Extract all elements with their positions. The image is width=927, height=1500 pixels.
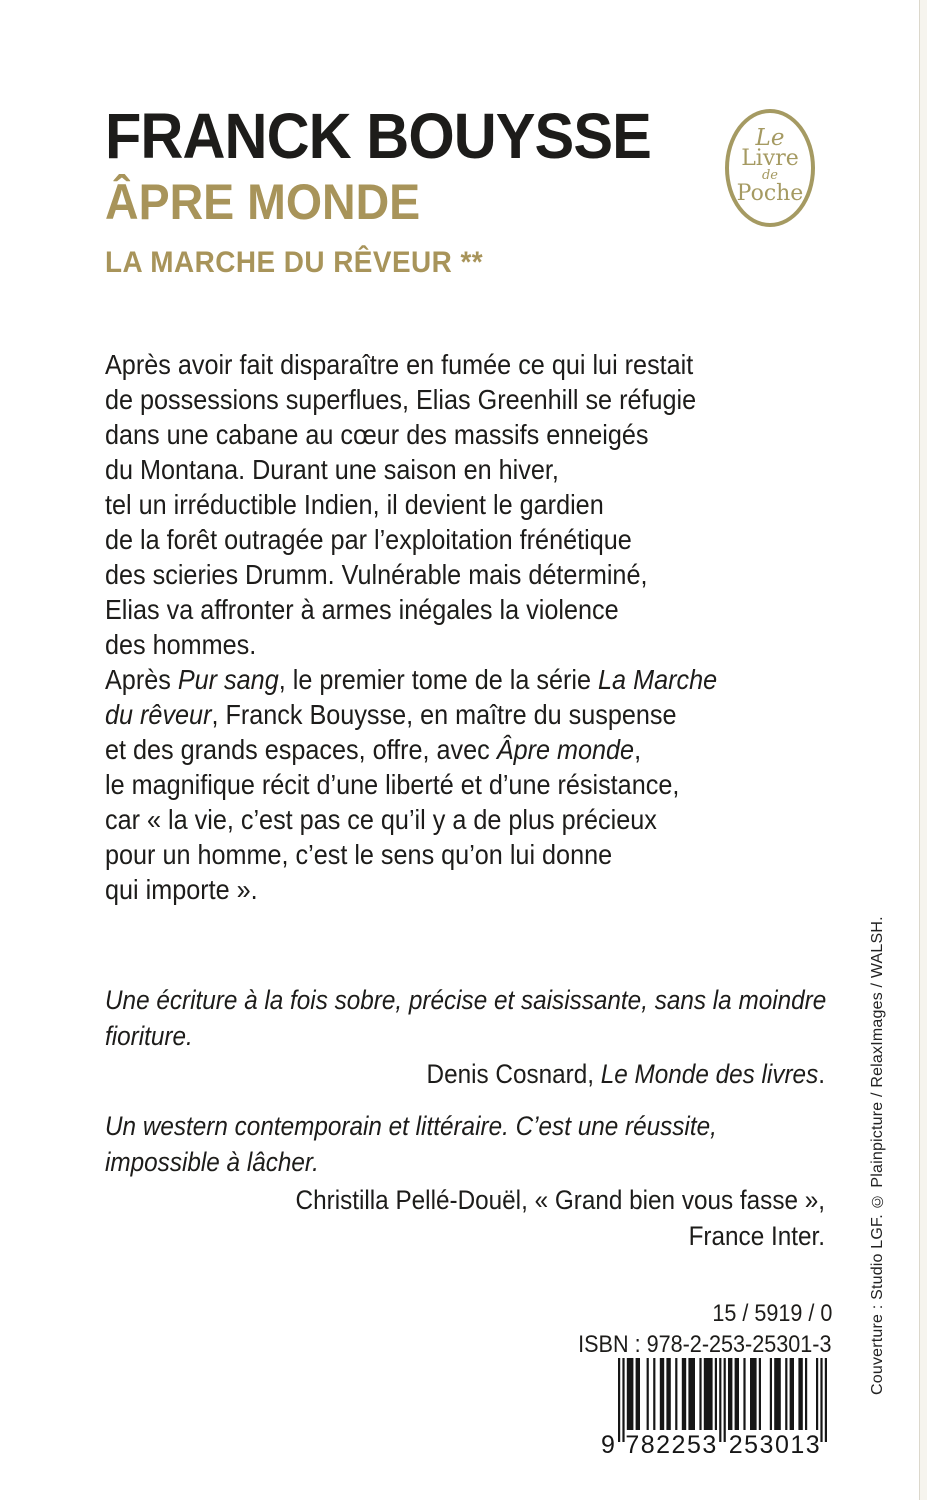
- svg-text:2: 2: [728, 1431, 743, 1458]
- page-edge: [919, 0, 927, 1500]
- press-reviews: [105, 982, 825, 1254]
- svg-text:8: 8: [640, 1431, 655, 1458]
- svg-text:3: 3: [759, 1431, 774, 1458]
- svg-text:5: 5: [686, 1431, 701, 1458]
- print-code: 15 / 5919 / 0: [711, 1300, 832, 1327]
- review-quote: Une écriture à la fois sobre, précise et saisissante, sans la moindre fioriture.: [105, 985, 827, 1051]
- svg-text:0: 0: [774, 1431, 789, 1458]
- svg-text:3: 3: [805, 1431, 820, 1458]
- review-france-inter: [105, 1108, 825, 1254]
- publisher-logo-livre: Livre: [741, 146, 799, 171]
- isbn-number: ISBN : 978-2-253-25301-3: [578, 1331, 832, 1358]
- book-title: ÂPRE MONDE: [105, 174, 421, 230]
- publisher-logo-le: Le: [755, 125, 785, 151]
- svg-text:5: 5: [744, 1431, 759, 1458]
- svg-text:3: 3: [702, 1431, 717, 1458]
- svg-text:1: 1: [790, 1431, 805, 1458]
- svg-text:2: 2: [656, 1431, 671, 1458]
- svg-text:9: 9: [601, 1431, 615, 1458]
- author-name: FRANCK BOUYSSE: [105, 100, 651, 172]
- review-attribution: Christilla Pellé-Douël, « Grand bien vous fasse », France Inter.: [295, 1185, 825, 1251]
- publisher-logo: [725, 109, 815, 227]
- publisher-logo-de: de: [761, 168, 778, 183]
- review-attribution: Denis Cosnard, Le Monde des livres.: [426, 1059, 825, 1089]
- svg-text:2: 2: [671, 1431, 686, 1458]
- publisher-logo-poche: Poche: [736, 181, 804, 206]
- svg-text:7: 7: [625, 1431, 640, 1458]
- ean13-barcode: [600, 1358, 840, 1458]
- series-title: LA MARCHE DU RÊVEUR **: [105, 246, 484, 279]
- review-le-monde: [105, 982, 825, 1092]
- review-quote: Un western contemporain et littéraire. C’est une réussite, impossible à lâcher.: [105, 1111, 717, 1177]
- synopsis-text: Après avoir fait disparaître en fumée ce qui lui restait de possessions superflues, Elias Greenhill se réfugie dans une cabane au cœur des massifs enneigés du Montana. Durant une saison en hiver, tel un irréductible Indien, il devient le gardien de la forêt outragée par l’exploitation frénétique des scieries Drumm. Vulnérable mais déterminé, Elias va affronter à armes inégales la violence des hommes. Après Pur sang, le premier tome de la série La Marche du rêveur, Franck Bouysse, en maître du suspense et des grands espaces, offre, avec Âpre monde, le magnifique récit d’une liberté et d’une résistance, car « la vie, c’est pas ce qu’il y a de plus précieux pour un homme, c’est le sens qu’on lui donne qui importe ».: [105, 349, 718, 905]
- cover-photo-credit: Couverture : Studio LGF. © Plainpicture / RelaxImages / WALSH.: [869, 916, 886, 1395]
